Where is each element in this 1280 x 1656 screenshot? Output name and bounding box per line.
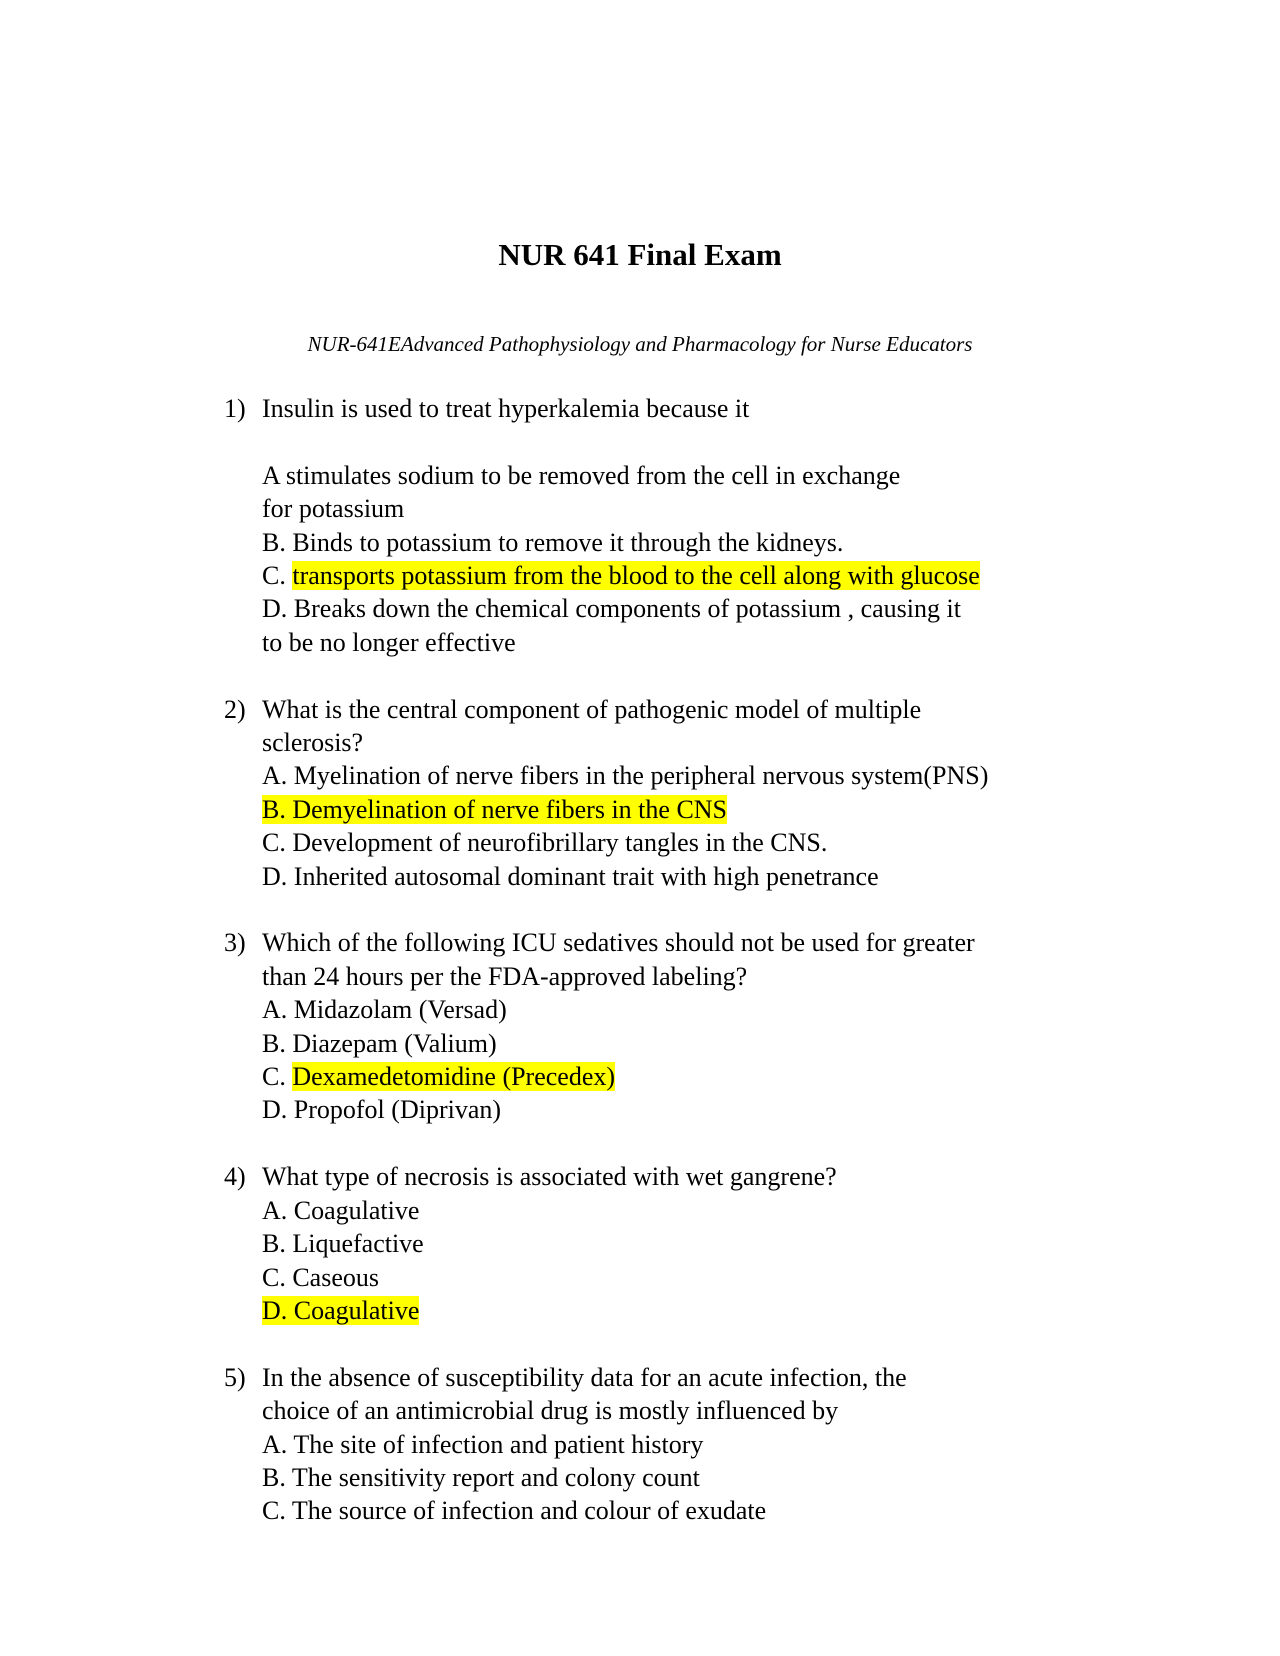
- answer-option-line: [262, 1261, 1092, 1294]
- question-number: 1): [224, 394, 246, 423]
- answer-option-line: [262, 1494, 1092, 1527]
- question-item: [0, 693, 1280, 893]
- option-text: Breaks down the chemical components of potassium , causing it: [293, 594, 961, 624]
- answer-option-line: [262, 559, 1092, 592]
- option-letter: D.: [262, 861, 294, 891]
- question-list: [0, 392, 1280, 1561]
- option-text: stimulates sodium to be removed from the cell in exchange: [285, 460, 901, 490]
- option-text: The site of infection and patient history: [293, 1429, 704, 1459]
- option-letter: D.: [262, 1095, 294, 1125]
- answer-option-line: [262, 1227, 1092, 1260]
- answer-option-line: [262, 1194, 1092, 1227]
- answer-option-line: [262, 759, 1092, 792]
- question-stem-line: Which of the following ICU sedatives should not be used for greater: [262, 928, 975, 958]
- option-text: Propofol (Diprivan): [293, 1095, 502, 1125]
- question-number: 2): [224, 694, 246, 724]
- option-text: Development of neurofibrillary tangles in the CNS.: [292, 828, 828, 858]
- answer-option-line: [262, 826, 1092, 859]
- option-text: Coagulative: [293, 1195, 420, 1225]
- question-number: 3): [224, 928, 246, 958]
- option-letter: C.: [262, 561, 293, 591]
- page-subtitle: NUR-641EAdvanced Pathophysiology and Pharmacology for Nurse Educators: [307, 332, 973, 356]
- answer-option-line: [262, 526, 1092, 559]
- question-stem-line: choice of an antimicrobial drug is mostly influenced by: [262, 1396, 839, 1426]
- answer-option-line: for potassium: [262, 494, 405, 524]
- question-number: 5): [224, 1362, 246, 1392]
- answer-option-line: [262, 1428, 1092, 1461]
- answer-option-line: [262, 459, 1092, 492]
- question-body: [262, 1361, 1092, 1528]
- question-body: [262, 693, 1092, 893]
- answer-option-line: [262, 1461, 1092, 1494]
- answer-option-line: [262, 1060, 1092, 1093]
- option-letter: C.: [262, 828, 293, 858]
- option-text: Binds to potassium to remove it through the kidneys.: [292, 527, 844, 557]
- option-text: Caseous: [292, 1262, 380, 1292]
- question-body: [262, 392, 1092, 659]
- question-stem-line: In the absence of susceptibility data for an acute infection, the: [262, 1362, 907, 1392]
- blank-line: [262, 425, 1092, 458]
- question-item: [0, 1160, 1280, 1327]
- question-stem-line: Insulin is used to treat hyperkalemia because it: [262, 394, 750, 423]
- option-letter: B.: [262, 1462, 292, 1492]
- question-item: [0, 1361, 1280, 1528]
- question-body: [262, 926, 1092, 1126]
- highlighted-answer: B. Demyelination of nerve fibers in the CNS: [262, 794, 728, 824]
- answer-option-line: to be no longer effective: [262, 627, 516, 657]
- question-stem-line: What is the central component of pathogenic model of multiple: [262, 694, 922, 724]
- option-letter: C.: [262, 1496, 292, 1526]
- option-letter: A.: [262, 761, 294, 791]
- option-letter: A: [262, 460, 286, 490]
- option-letter: B.: [262, 1229, 293, 1259]
- question-item: [0, 392, 1280, 659]
- option-letter: B.: [262, 1028, 293, 1058]
- answer-option-line: [262, 993, 1092, 1026]
- question-stem-line: What type of necrosis is associated with wet gangrene?: [262, 1162, 837, 1192]
- answer-option-line: [262, 1093, 1092, 1126]
- answer-option-line: [262, 793, 1092, 826]
- option-letter: C.: [262, 1062, 293, 1092]
- option-letter: A.: [262, 995, 294, 1025]
- question-body: [262, 1160, 1092, 1327]
- answer-option-line: [262, 1294, 1092, 1327]
- option-text: The source of infection and colour of exudate: [291, 1496, 767, 1526]
- option-text: Midazolam (Versad): [293, 995, 507, 1025]
- highlighted-answer: transports potassium from the blood to the cell along with glucose: [292, 561, 980, 591]
- option-letter: A.: [262, 1195, 294, 1225]
- option-letter: C.: [262, 1262, 293, 1292]
- option-letter: A.: [262, 1429, 294, 1459]
- option-text: Inherited autosomal dominant trait with high penetrance: [293, 861, 879, 891]
- option-text: The sensitivity report and colony count: [291, 1462, 700, 1492]
- highlighted-answer: D. Coagulative: [262, 1295, 420, 1325]
- option-letter: B.: [262, 527, 293, 557]
- option-letter: D.: [262, 594, 294, 624]
- question-number: 4): [224, 1162, 246, 1192]
- question-item: [0, 926, 1280, 1126]
- answer-option-line: [262, 860, 1092, 893]
- question-stem-line: than 24 hours per the FDA-approved labeling?: [262, 961, 748, 991]
- answer-option-line: [262, 592, 1092, 625]
- page-title: NUR 641 Final Exam: [498, 237, 782, 272]
- highlighted-answer: Dexamedetomidine (Precedex): [292, 1062, 616, 1092]
- answer-option-line: [262, 1027, 1092, 1060]
- question-stem-line: sclerosis?: [262, 728, 364, 758]
- option-text: Liquefactive: [292, 1229, 424, 1259]
- option-text: Diazepam (Valium): [292, 1028, 497, 1058]
- option-text: Myelination of nerve fibers in the peripheral nervous system(PNS): [293, 761, 989, 791]
